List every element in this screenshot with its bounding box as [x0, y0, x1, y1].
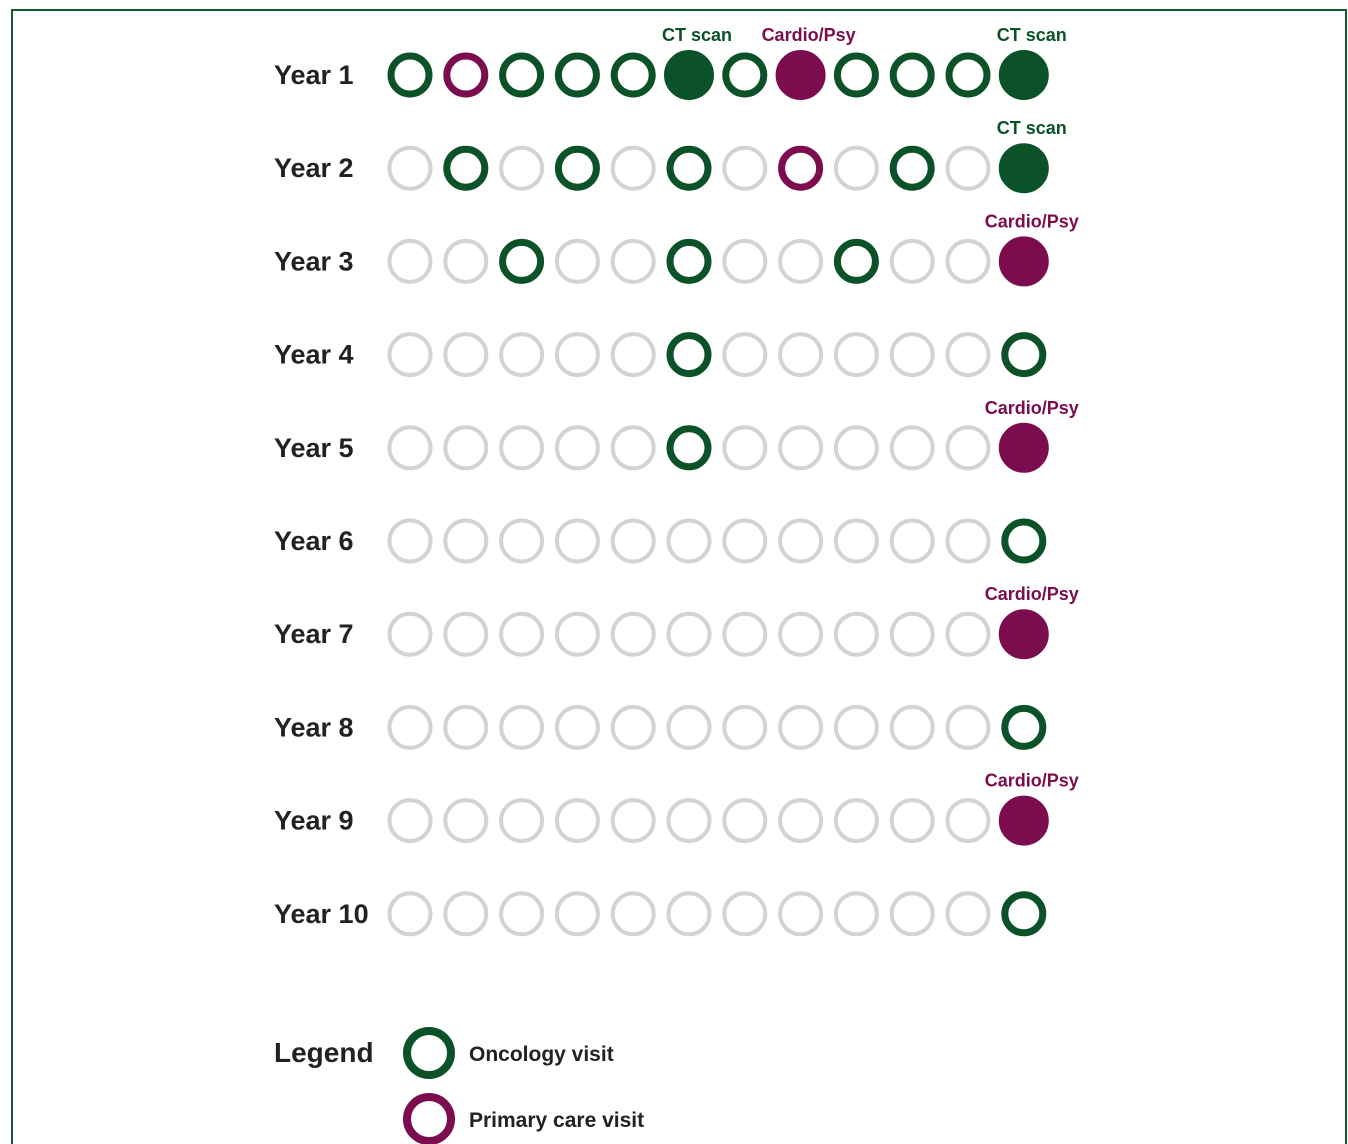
empty-month-marker: [724, 148, 765, 189]
empty-month-marker: [948, 893, 989, 934]
empty-month-marker: [836, 707, 877, 748]
year-row: [274, 25, 1067, 100]
empty-month-marker: [669, 521, 710, 562]
empty-month-marker: [557, 893, 598, 934]
empty-month-marker: [390, 241, 431, 282]
year-row: [274, 118, 1067, 193]
year-label: Year 2: [274, 153, 354, 184]
empty-month-marker: [613, 893, 654, 934]
empty-month-marker: [445, 614, 486, 655]
empty-month-marker: [557, 427, 598, 468]
empty-month-marker: [948, 614, 989, 655]
empty-month-marker: [780, 800, 821, 841]
empty-month-marker: [445, 800, 486, 841]
empty-month-marker: [445, 707, 486, 748]
oncology-visit-marker: [391, 56, 429, 94]
empty-month-marker: [892, 893, 933, 934]
legend: [274, 1031, 644, 1141]
empty-month-marker: [390, 614, 431, 655]
empty-month-marker: [836, 521, 877, 562]
ct-scan-marker: [665, 51, 714, 100]
year-label: Year 3: [274, 246, 354, 277]
empty-month-marker: [948, 148, 989, 189]
oncology-visit-marker: [614, 56, 652, 94]
empty-month-marker: [669, 614, 710, 655]
empty-month-marker: [501, 893, 542, 934]
year-label: Year 1: [274, 60, 354, 90]
primary-care-visit-marker: [782, 149, 820, 187]
year-label: Year 5: [274, 432, 354, 463]
ct-scan-label: CT scan: [661, 25, 733, 45]
oncology-visit-marker: [558, 149, 596, 187]
empty-month-marker: [557, 521, 598, 562]
empty-month-marker: [836, 334, 877, 375]
oncology-visit-marker: [1005, 708, 1043, 746]
oncology-visit-marker: [447, 149, 485, 187]
oncology-visit-marker: [1005, 336, 1043, 374]
empty-month-marker: [613, 707, 654, 748]
cardio-psy-marker: [999, 796, 1048, 845]
empty-month-marker: [501, 427, 542, 468]
oncology-visit-marker: [670, 336, 708, 374]
year-row: [274, 334, 1043, 375]
empty-month-marker: [445, 521, 486, 562]
year-row: [274, 771, 1079, 846]
year-label: Year 10: [274, 898, 369, 929]
empty-month-marker: [724, 334, 765, 375]
oncology-visit-marker: [837, 242, 875, 280]
empty-month-marker: [724, 800, 765, 841]
legend-items: [407, 1031, 644, 1141]
empty-month-marker: [836, 800, 877, 841]
oncology-visit-marker: [1005, 895, 1043, 933]
legend-item-label: Oncology visit: [469, 1043, 614, 1066]
empty-month-marker: [390, 334, 431, 375]
empty-month-marker: [390, 148, 431, 189]
empty-month-marker: [724, 893, 765, 934]
empty-month-marker: [669, 893, 710, 934]
empty-month-marker: [948, 707, 989, 748]
empty-month-marker: [836, 148, 877, 189]
empty-month-marker: [836, 893, 877, 934]
empty-month-marker: [948, 427, 989, 468]
cardio-psy-label: Cardio/Psy: [984, 211, 1079, 232]
empty-month-marker: [390, 893, 431, 934]
empty-month-marker: [613, 148, 654, 189]
empty-month-marker: [501, 521, 542, 562]
oncology-visit-marker: [558, 56, 596, 94]
year-label: Year 9: [274, 805, 354, 836]
empty-month-marker: [724, 614, 765, 655]
empty-month-marker: [780, 707, 821, 748]
year-row: [274, 398, 1079, 473]
oncology-visit-marker: [670, 429, 708, 467]
empty-month-marker: [557, 800, 598, 841]
empty-month-marker: [836, 427, 877, 468]
empty-month-marker: [780, 893, 821, 934]
legend-item-label: Primary care visit: [469, 1109, 645, 1132]
empty-month-marker: [445, 334, 486, 375]
empty-month-marker: [669, 800, 710, 841]
legend-oncology-marker: [407, 1031, 451, 1075]
ct-scan-label: CT scan: [996, 118, 1067, 139]
oncology-visit-marker: [503, 242, 541, 280]
year-label: Year 7: [274, 619, 354, 650]
empty-month-marker: [892, 241, 933, 282]
empty-month-marker: [780, 241, 821, 282]
oncology-visit-marker: [670, 242, 708, 280]
cardio-psy-label: Cardio/Psy: [984, 584, 1079, 605]
oncology-visit-marker: [949, 56, 987, 94]
empty-month-marker: [613, 241, 654, 282]
year-row: [274, 521, 1043, 562]
year-rows: [274, 25, 1079, 934]
cardio-psy-marker: [776, 51, 825, 100]
year-label: Year 8: [274, 712, 354, 743]
empty-month-marker: [445, 893, 486, 934]
oncology-visit-marker: [893, 149, 931, 187]
empty-month-marker: [836, 614, 877, 655]
primary-care-visit-marker: [447, 56, 485, 94]
empty-month-marker: [390, 521, 431, 562]
empty-month-marker: [892, 614, 933, 655]
cardio-psy-marker: [999, 423, 1048, 472]
empty-month-marker: [390, 707, 431, 748]
cardio-psy-label: Cardio/Psy: [761, 25, 856, 45]
empty-month-marker: [557, 707, 598, 748]
empty-month-marker: [445, 427, 486, 468]
empty-month-marker: [501, 614, 542, 655]
cardio-psy-label: Cardio/Psy: [984, 770, 1079, 791]
cardio-psy-marker: [999, 610, 1048, 659]
cardio-psy-label: Cardio/Psy: [984, 397, 1079, 418]
empty-month-marker: [445, 241, 486, 282]
legend-primary-care-marker: [407, 1097, 451, 1141]
empty-month-marker: [613, 800, 654, 841]
ct-scan-marker: [999, 51, 1048, 100]
cardio-psy-marker: [999, 237, 1048, 286]
empty-month-marker: [390, 800, 431, 841]
ct-scan-marker: [999, 144, 1048, 193]
empty-month-marker: [948, 800, 989, 841]
year-row: [274, 707, 1043, 748]
year-row: [274, 584, 1079, 659]
oncology-visit-marker: [726, 56, 764, 94]
empty-month-marker: [724, 521, 765, 562]
empty-month-marker: [780, 521, 821, 562]
empty-month-marker: [892, 427, 933, 468]
empty-month-marker: [613, 614, 654, 655]
empty-month-marker: [501, 800, 542, 841]
year-label: Year 4: [274, 339, 354, 370]
empty-month-marker: [501, 707, 542, 748]
empty-month-marker: [948, 521, 989, 562]
empty-month-marker: [557, 614, 598, 655]
empty-month-marker: [613, 521, 654, 562]
empty-month-marker: [613, 427, 654, 468]
empty-month-marker: [892, 334, 933, 375]
empty-month-marker: [948, 334, 989, 375]
empty-month-marker: [724, 707, 765, 748]
empty-month-marker: [501, 148, 542, 189]
oncology-visit-marker: [837, 56, 875, 94]
year-row: [274, 893, 1043, 934]
empty-month-marker: [780, 614, 821, 655]
empty-month-marker: [724, 427, 765, 468]
empty-month-marker: [557, 334, 598, 375]
empty-month-marker: [613, 334, 654, 375]
oncology-visit-marker: [670, 149, 708, 187]
empty-month-marker: [780, 334, 821, 375]
empty-month-marker: [780, 427, 821, 468]
empty-month-marker: [892, 521, 933, 562]
empty-month-marker: [948, 241, 989, 282]
empty-month-marker: [892, 800, 933, 841]
empty-month-marker: [390, 427, 431, 468]
empty-month-marker: [669, 707, 710, 748]
ct-scan-label: CT scan: [996, 25, 1067, 45]
oncology-visit-marker: [503, 56, 541, 94]
empty-month-marker: [724, 241, 765, 282]
legend-title: Legend: [274, 1037, 374, 1068]
empty-month-marker: [557, 241, 598, 282]
year-row: [274, 211, 1079, 286]
empty-month-marker: [892, 707, 933, 748]
year-label: Year 6: [274, 526, 354, 556]
empty-month-marker: [501, 334, 542, 375]
oncology-visit-marker: [893, 56, 931, 94]
oncology-visit-marker: [1005, 522, 1043, 560]
